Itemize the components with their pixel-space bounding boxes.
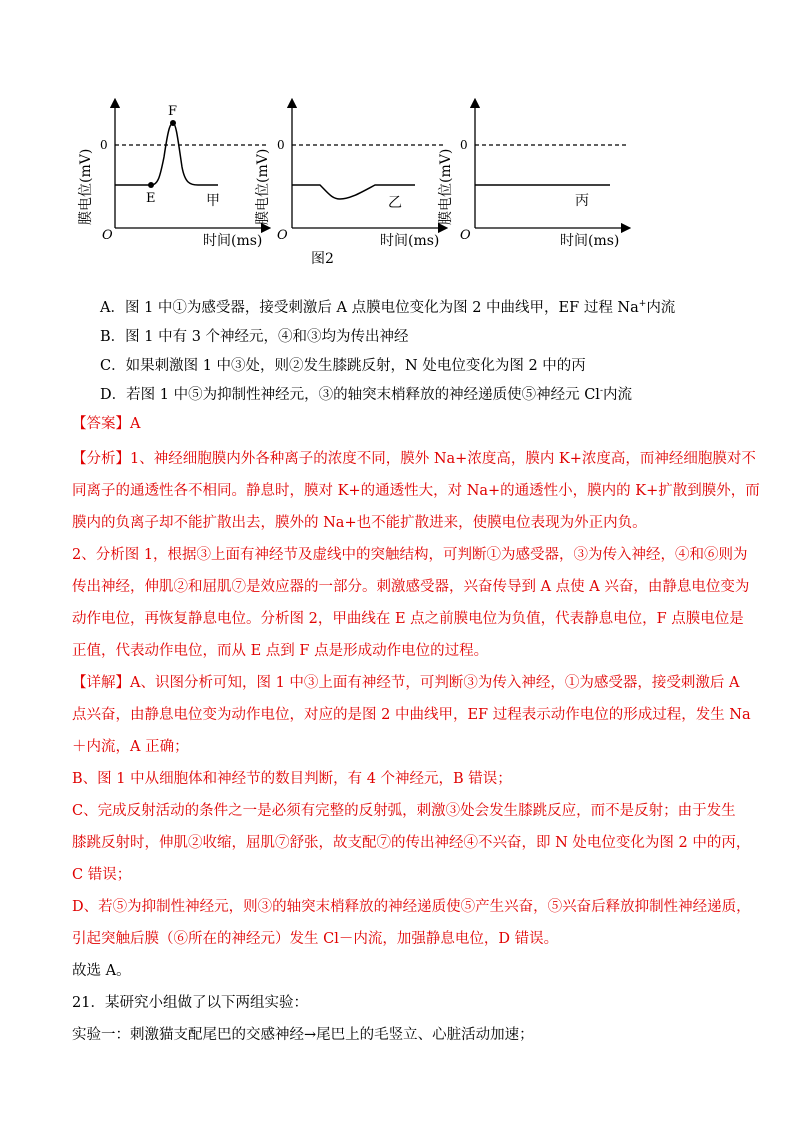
analysis-line-7: 正值，代表动作电位，而从 E 点到 F 点是形成动作电位的过程。 xyxy=(72,643,489,659)
curve-label-bing: 丙 xyxy=(575,193,589,209)
curve-jia xyxy=(115,123,218,185)
zero-label: 0 xyxy=(100,138,108,152)
detail-line-8: D、若⑤为抑制性神经元，则③的轴突末梢释放的神经递质使⑤产生兴奋，⑤兴奋后释放抑制性神经递质， xyxy=(72,899,751,915)
analysis-tag: 【分析】 xyxy=(72,451,130,467)
question-21-stem: 21．某研究小组做了以下两组实验： xyxy=(72,995,308,1011)
detail-line-1: 【详解】A、识图分析可知，图 1 中③上面有神经节，可判断③为传入神经，①为感受器，接受刺激后 A xyxy=(72,675,740,691)
option-c: C．如果刺激图 1 中③处，则②发生膝跳反射，N 处电位变化为图 2 中的丙 xyxy=(100,358,586,374)
panel-bing xyxy=(437,103,626,249)
detail-tag: 【详解】 xyxy=(72,675,130,691)
zero-label: 0 xyxy=(277,138,285,152)
detail-line-2: 点兴奋，由静息电位变为动作电位，对应的是图 2 中曲线甲，EF 过程表示动作电位的形成过程，发生 Na xyxy=(72,707,751,723)
analysis-line-6: 动作电位，再恢复静息电位。分析图 2，甲曲线在 E 点之前膜电位为负值，代表静息电位，F 点膜电位是 xyxy=(72,611,744,627)
point-e-label: E xyxy=(146,191,156,206)
conclusion: 故选 A。 xyxy=(72,963,131,979)
detail-line-5: C、完成反射活动的条件之一是必须有完整的反射弧，刺激③处会发生膝跳反应，而不是反射；由于发生 xyxy=(72,803,736,819)
answer-value: A xyxy=(130,416,141,432)
y-axis-label: 膜电位(mV) xyxy=(255,148,271,225)
option-b: B．图 1 中有 3 个神经元，④和③均为传出神经 xyxy=(100,329,409,345)
y-axis-label: 膜电位(mV) xyxy=(78,148,94,225)
curve-label-yi: 乙 xyxy=(388,195,402,211)
x-axis-label: 时间(ms) xyxy=(560,233,620,249)
analysis-line-1: 【分析】1、神经细胞膜内外各种离子的浓度不同，膜外 Na+浓度高，膜内 K+浓度高，而神经细胞膜对不 xyxy=(72,451,756,467)
detail-line-6: 膝跳反射时，伸肌②收缩，屈肌⑦舒张，故支配⑦的传出神经④不兴奋，即 N 处电位变化为图 2 中的丙， xyxy=(72,835,751,851)
answer-tag: 【答案】 xyxy=(72,416,130,432)
answer xyxy=(72,414,752,434)
zero-label: 0 xyxy=(460,138,468,152)
analysis-line-2: 同离子的通透性各不相同。静息时，膜对 K+的通透性大，对 Na+的通透性小，膜内的 K+扩散到膜外，而 xyxy=(72,483,760,499)
origin-label: O xyxy=(277,228,288,243)
detail-line-9: 引起突触后膜（⑥所在的神经元）发生 Cl－内流，加强静息电位，D 错误。 xyxy=(72,931,559,947)
question-21-experiment-1: 实验一：刺激猫支配尾巴的交感神经→尾巴上的毛竖立、心脏活动加速； xyxy=(72,1027,534,1043)
figure-caption: 图2 xyxy=(311,251,334,267)
analysis-line-3: 膜内的负离子却不能扩散出去，膜外的 Na+也不能扩散进来，使膜电位表现为外正内负。 xyxy=(72,515,647,531)
point-e xyxy=(148,182,154,188)
analysis-line-4: 2、分析图 1，根据③上面有神经节及虚线中的突触结构，可判断①为感受器，③为传入神经，④和⑥则为 xyxy=(72,547,748,563)
point-f xyxy=(170,120,176,126)
curve-label-jia: 甲 xyxy=(206,193,220,209)
detail-line-4: B、图 1 中从细胞体和神经节的数目判断，有 4 个神经元，B 错误； xyxy=(72,771,512,787)
membrane-potential-figure xyxy=(70,95,660,270)
analysis-line-5: 传出神经，伸肌②和屈肌⑦是效应器的一部分。刺激感受器，兴奋传导到 A 点使 A 兴奋，由静息电位变为 xyxy=(72,579,750,595)
origin-label: O xyxy=(460,228,471,243)
detail-line-3: ＋内流，A 正确； xyxy=(72,739,189,755)
origin-label: O xyxy=(102,228,113,243)
y-axis-label: 膜电位(mV) xyxy=(438,148,454,225)
panel-yi xyxy=(203,103,443,267)
panel-jia xyxy=(77,103,266,243)
x-axis-label: 时间(ms) xyxy=(203,233,263,249)
x-axis-label: 时间(ms) xyxy=(380,233,440,249)
detail-line-7: C 错误； xyxy=(72,867,132,883)
option-a: A．图 1 中①为感受器，接受刺激后 A 点膜电位变化为图 2 中曲线甲，EF 过程 Na+内流 xyxy=(100,299,676,316)
option-d: D．若图 1 中⑤为抑制性神经元，③的轴突末梢释放的神经递质使⑤神经元 Cl-内流 xyxy=(100,386,632,403)
point-f-label: F xyxy=(168,104,178,119)
